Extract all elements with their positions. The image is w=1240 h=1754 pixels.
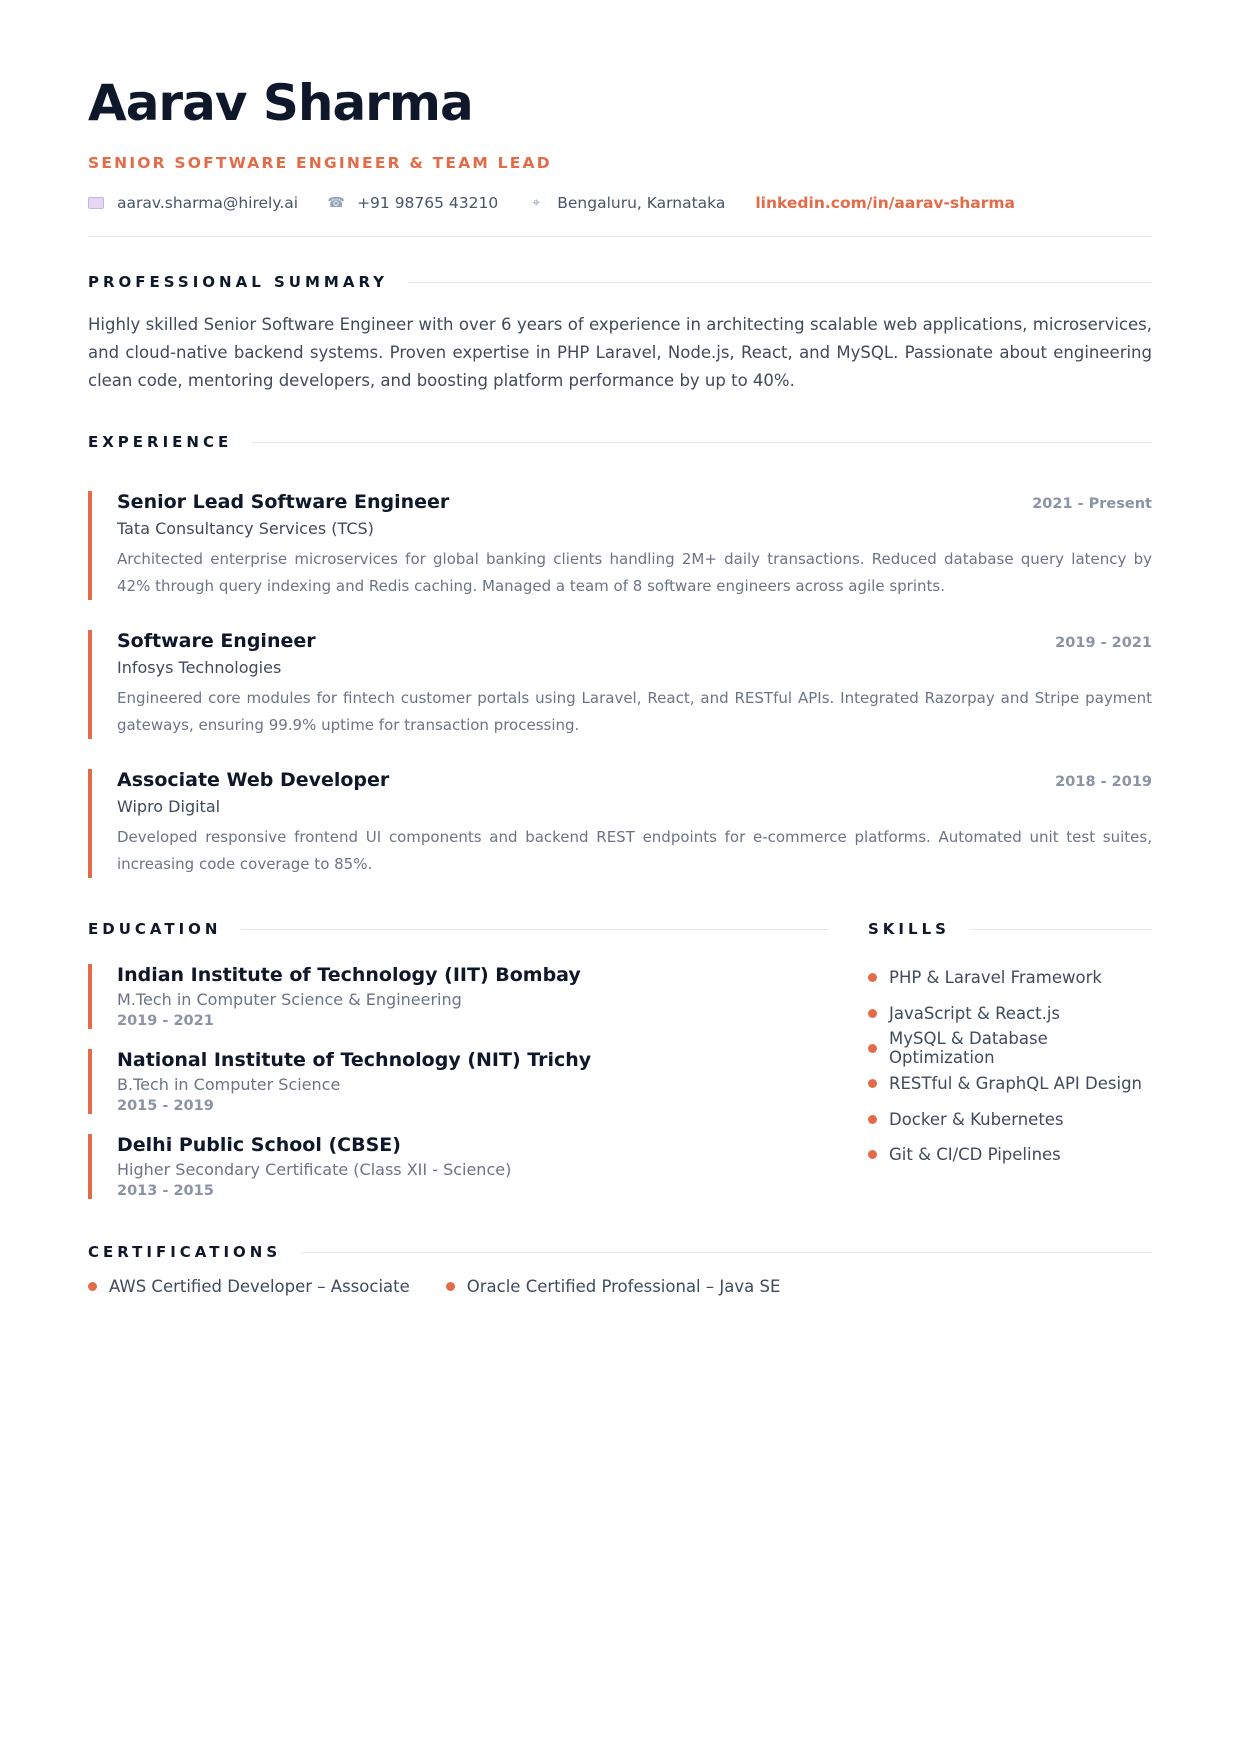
contact-phone[interactable] (328, 194, 498, 212)
bullet-dot-icon (868, 973, 877, 982)
experience-item (88, 630, 1152, 739)
job-title: Senior Lead Software Engineer (117, 491, 450, 513)
education-list (88, 964, 828, 1199)
summary-text: Highly skilled Senior Software Engineer with over 6 years of experience in architecting scalable web applications, microservices, and cloud-native backend systems. Proven expertise in PHP Laravel, Node.js, React, and MySQL. Passionate about engineering clean code, mentoring developers, and boosting platform performance by up to 40%. (88, 315, 1152, 390)
candidate-role: SENIOR SOFTWARE ENGINEER & TEAM LEAD (88, 154, 552, 172)
certification-label: AWS Certified Developer – Associate (109, 1277, 410, 1296)
certifications-section-header (88, 1243, 1152, 1261)
school-name: National Institute of Technology (NIT) Trichy (117, 1049, 592, 1071)
summary-section-header (88, 273, 1152, 291)
certification-item (446, 1277, 781, 1296)
job-company: Tata Consultancy Services (TCS) (117, 519, 374, 538)
skill-label: MySQL & Database Optimization (889, 1029, 1048, 1068)
experience-item (88, 491, 1152, 600)
job-dates: 2021 - Present (1032, 496, 1152, 512)
phone-text: +91 98765 43210 (357, 194, 499, 212)
phone-icon: ☎ (327, 195, 345, 211)
skill-label: RESTful & GraphQL API Design (889, 1074, 1143, 1094)
skill-item (868, 960, 1152, 995)
bullet-dot-icon (868, 1115, 877, 1124)
education-section-header (88, 920, 828, 938)
education-dates: 2013 - 2015 (117, 1183, 214, 1199)
certification-label: Oracle Certified Professional – Java SE (466, 1277, 781, 1296)
header-divider (88, 236, 1152, 237)
experience-section-header (88, 433, 1152, 451)
skill-item (868, 995, 1152, 1030)
contact-email[interactable] (88, 194, 298, 212)
education-dates: 2015 - 2019 (117, 1098, 214, 1114)
section-divider (970, 929, 1152, 930)
summary-heading: PROFESSIONAL SUMMARY (88, 273, 389, 291)
certifications-heading: CERTIFICATIONS (88, 1243, 282, 1261)
bullet-dot-icon (868, 1009, 877, 1018)
school-name: Indian Institute of Technology (IIT) Bombay (117, 964, 581, 986)
education-item (88, 964, 828, 1029)
education-item (88, 1134, 828, 1199)
bullet-dot-icon (868, 1079, 877, 1088)
job-title: Software Engineer (117, 630, 316, 652)
email-text: aarav.sharma@hirely.ai (117, 194, 299, 212)
skill-item (868, 1031, 1152, 1066)
bullet-dot-icon (868, 1044, 877, 1053)
candidate-name: Aarav Sharma (88, 74, 473, 132)
skill-item (868, 1137, 1152, 1172)
skill-item (868, 1102, 1152, 1137)
job-dates: 2018 - 2019 (1055, 774, 1152, 790)
skill-label: JavaScript & React.js (889, 1003, 1061, 1023)
certification-item (88, 1277, 410, 1296)
job-title: Associate Web Developer (117, 769, 390, 791)
education-dates: 2019 - 2021 (117, 1013, 214, 1029)
skill-item (868, 1066, 1152, 1101)
bullet-dot-icon (88, 1282, 97, 1291)
job-description: Developed responsive frontend UI components and backend REST endpoints for e-commerce platforms. Automated unit test suites, increasing code coverage to 85%. (117, 828, 1152, 873)
contact-bar (88, 194, 1152, 212)
section-divider (408, 282, 1152, 283)
job-dates: 2019 - 2021 (1055, 635, 1152, 651)
bullet-dot-icon (446, 1282, 455, 1291)
section-divider (252, 442, 1152, 443)
degree: Higher Secondary Certificate (Class XII - Science) (117, 1160, 512, 1179)
section-divider (241, 929, 828, 930)
skills-list (868, 960, 1152, 1172)
envelope-icon (88, 195, 104, 211)
job-description: Engineered core modules for fintech customer portals using Laravel, React, and RESTful APIs. Integrated Razorpay and Stripe payment gateways, ensuring 99.9% uptime for transaction processing. (117, 689, 1152, 734)
education-item (88, 1049, 828, 1114)
bullet-dot-icon (868, 1150, 877, 1159)
section-divider (301, 1252, 1152, 1253)
job-company: Infosys Technologies (117, 658, 282, 677)
school-name: Delhi Public School (CBSE) (117, 1134, 401, 1156)
experience-item (88, 769, 1152, 878)
linkedin-link[interactable]: linkedin.com/in/aarav-sharma (755, 194, 1015, 212)
certifications-list (88, 1277, 1152, 1296)
location-text: Bengaluru, Karnataka (557, 194, 726, 212)
job-company: Wipro Digital (117, 797, 221, 816)
degree: M.Tech in Computer Science & Engineering (117, 990, 462, 1009)
experience-list (88, 491, 1152, 878)
job-description: Architected enterprise microservices for global banking clients handling 2M+ daily transactions. Reduced database query latency by 42% through query indexing and Redis caching. Managed a team of 8 software engineers across agile sprints. (117, 550, 1152, 595)
skills-heading: SKILLS (868, 920, 950, 938)
skill-label: PHP & Laravel Framework (889, 968, 1102, 988)
experience-heading: EXPERIENCE (88, 433, 233, 451)
degree: B.Tech in Computer Science (117, 1075, 341, 1094)
contact-location (528, 194, 725, 212)
education-column (88, 920, 828, 1219)
skills-section-header (868, 920, 1152, 938)
skill-label: Docker & Kubernetes (889, 1109, 1064, 1129)
location-pin-icon: ⌖ (532, 195, 541, 211)
skill-label: Git & CI/CD Pipelines (889, 1145, 1061, 1165)
education-heading: EDUCATION (88, 920, 222, 938)
education-skills-row (88, 920, 1152, 1219)
skills-column (868, 920, 1152, 1219)
